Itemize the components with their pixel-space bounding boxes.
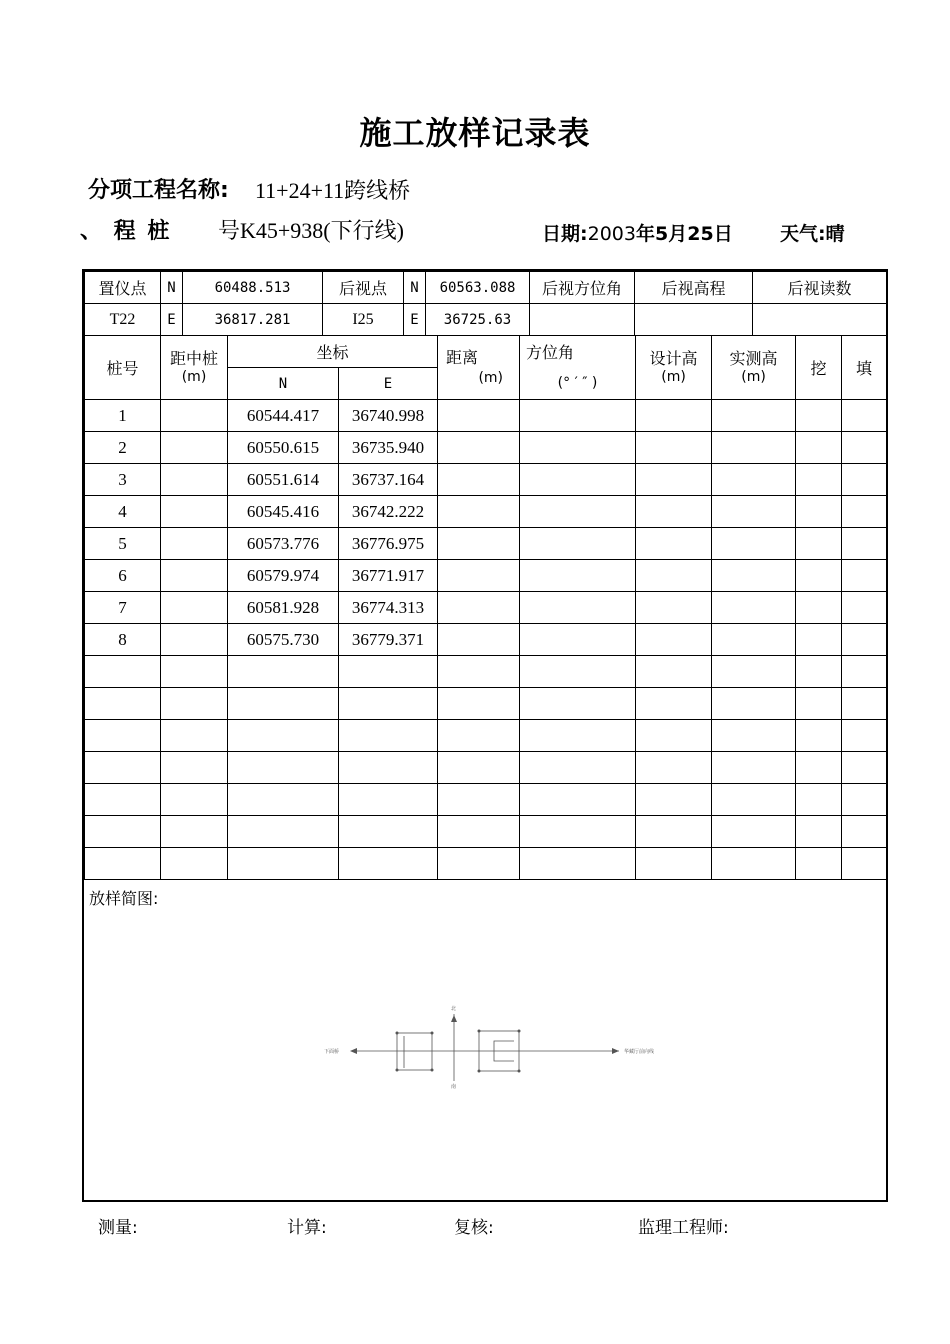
cell-pile-no bbox=[85, 656, 161, 688]
page-title: 施工放样记录表 bbox=[359, 115, 591, 151]
cell-n bbox=[228, 720, 339, 752]
setup-table bbox=[84, 271, 887, 336]
sketch-left-label: 下面桥 bbox=[324, 1049, 340, 1055]
col-pile-no: 桩号 bbox=[85, 336, 161, 400]
cell-distance bbox=[438, 528, 520, 560]
cell-n bbox=[228, 848, 339, 880]
cell-e: 36771.917 bbox=[339, 560, 438, 592]
cell-cut bbox=[796, 464, 842, 496]
table-row bbox=[85, 848, 887, 880]
cell-n: 60544.417 bbox=[228, 400, 339, 432]
cell-dist-center bbox=[161, 784, 228, 816]
cell-pile-no: 6 bbox=[85, 560, 161, 592]
cell-design-elev bbox=[636, 560, 712, 592]
cell-dist-center bbox=[161, 528, 228, 560]
stake-point-1 bbox=[396, 1032, 399, 1035]
cell-design-elev bbox=[636, 432, 712, 464]
cell-measured-elev bbox=[712, 720, 796, 752]
cell-fill bbox=[842, 560, 887, 592]
sketch-label: 放样简图: bbox=[89, 889, 159, 908]
cell-pile-no: 5 bbox=[85, 528, 161, 560]
cell-dist-center bbox=[161, 656, 228, 688]
left-pier-outline bbox=[397, 1033, 432, 1070]
cell-measured-elev bbox=[712, 688, 796, 720]
footer-survey: 测量: bbox=[98, 1218, 138, 1238]
cell-dist-center bbox=[161, 560, 228, 592]
cell-pile-no bbox=[85, 752, 161, 784]
cell-e: 36779.371 bbox=[339, 624, 438, 656]
date-year-suffix: 年 bbox=[635, 223, 655, 245]
cell-n: 60581.928 bbox=[228, 592, 339, 624]
weather-field bbox=[780, 219, 845, 246]
cell-e: 36776.975 bbox=[339, 528, 438, 560]
backsight-reading-label: 后视读数 bbox=[753, 272, 887, 304]
cell-azimuth bbox=[520, 528, 636, 560]
cell-azimuth bbox=[520, 592, 636, 624]
table-row bbox=[85, 720, 887, 752]
cell-e bbox=[339, 816, 438, 848]
backsight-value: I25 bbox=[323, 304, 404, 336]
cell-pile-no: 3 bbox=[85, 464, 161, 496]
cell-design-elev bbox=[636, 496, 712, 528]
azimuth-text: 方位角 bbox=[526, 342, 575, 362]
cell-e bbox=[339, 784, 438, 816]
cell-design-elev bbox=[636, 400, 712, 432]
cell-dist-center bbox=[161, 400, 228, 432]
cell-distance bbox=[438, 624, 520, 656]
backsight-e-value: 36725.63 bbox=[426, 304, 530, 336]
cell-design-elev bbox=[636, 720, 712, 752]
cell-fill bbox=[842, 848, 887, 880]
station-label: 置仪点 bbox=[85, 272, 161, 304]
stake-point-5 bbox=[478, 1030, 481, 1033]
col-azimuth bbox=[520, 336, 636, 400]
cell-azimuth bbox=[520, 560, 636, 592]
backsight-elev-value bbox=[635, 304, 753, 336]
cell-azimuth bbox=[520, 688, 636, 720]
table-row bbox=[85, 592, 887, 624]
cell-dist-center bbox=[161, 688, 228, 720]
cell-design-elev bbox=[636, 816, 712, 848]
table-row bbox=[85, 464, 887, 496]
stake-point-3 bbox=[431, 1069, 434, 1072]
design-elev-unit: (m) bbox=[661, 368, 686, 385]
cell-cut bbox=[796, 432, 842, 464]
cell-design-elev bbox=[636, 528, 712, 560]
col-design-elev bbox=[636, 336, 712, 400]
date-day-suffix: 日 bbox=[713, 223, 733, 245]
cell-fill bbox=[842, 528, 887, 560]
station-e-value: 36817.281 bbox=[183, 304, 323, 336]
stakeout-table bbox=[84, 335, 887, 880]
cell-design-elev bbox=[636, 592, 712, 624]
col-coord: 坐标 bbox=[228, 336, 438, 368]
table-row bbox=[85, 816, 887, 848]
cell-design-elev bbox=[636, 656, 712, 688]
cell-azimuth bbox=[520, 432, 636, 464]
cell-pile-no: 8 bbox=[85, 624, 161, 656]
cell-e bbox=[339, 688, 438, 720]
cell-n bbox=[228, 752, 339, 784]
footer-calc: 计算: bbox=[287, 1218, 327, 1238]
cell-measured-elev bbox=[712, 496, 796, 528]
col-cut: 挖 bbox=[796, 336, 842, 400]
cell-e: 36774.313 bbox=[339, 592, 438, 624]
col-distance bbox=[438, 336, 520, 400]
dist-center-text: 距中桩 bbox=[169, 348, 218, 368]
weather-label: 天气: bbox=[780, 223, 826, 245]
cell-e: 36740.998 bbox=[339, 400, 438, 432]
cell-distance bbox=[438, 496, 520, 528]
cell-azimuth bbox=[520, 656, 636, 688]
stake-point-8 bbox=[478, 1070, 481, 1073]
backsight-azimuth-value bbox=[530, 304, 635, 336]
cell-n bbox=[228, 656, 339, 688]
weather-value: 晴 bbox=[825, 223, 845, 245]
cell-measured-elev bbox=[712, 816, 796, 848]
cell-fill bbox=[842, 816, 887, 848]
cell-pile-no bbox=[85, 848, 161, 880]
measured-elev-unit: (m) bbox=[741, 368, 766, 385]
cell-n: 60545.416 bbox=[228, 496, 339, 528]
cell-pile-no bbox=[85, 688, 161, 720]
cell-design-elev bbox=[636, 464, 712, 496]
cell-fill bbox=[842, 496, 887, 528]
cell-n: 60575.730 bbox=[228, 624, 339, 656]
dist-center-unit: (m) bbox=[181, 368, 207, 385]
cell-cut bbox=[796, 848, 842, 880]
cell-pile-no: 7 bbox=[85, 592, 161, 624]
cell-measured-elev bbox=[712, 784, 796, 816]
date-field bbox=[542, 219, 733, 246]
col-dist-center bbox=[161, 336, 228, 400]
cell-fill bbox=[842, 432, 887, 464]
cell-cut bbox=[796, 720, 842, 752]
cell-e: 36742.222 bbox=[339, 496, 438, 528]
station-e-label: E bbox=[161, 304, 183, 336]
cell-e bbox=[339, 720, 438, 752]
cell-measured-elev bbox=[712, 432, 796, 464]
backsight-label: 后视点 bbox=[323, 272, 404, 304]
cell-measured-elev bbox=[712, 752, 796, 784]
cell-pile-no bbox=[85, 720, 161, 752]
cell-design-elev bbox=[636, 752, 712, 784]
cell-fill bbox=[842, 400, 887, 432]
sketch-right-label: 华藏厅前向线 bbox=[624, 1049, 655, 1055]
cell-n: 60579.974 bbox=[228, 560, 339, 592]
backsight-elev-label: 后视高程 bbox=[635, 272, 753, 304]
cell-pile-no: 1 bbox=[85, 400, 161, 432]
table-row bbox=[85, 688, 887, 720]
stake-point-4 bbox=[396, 1069, 399, 1072]
cell-measured-elev bbox=[712, 528, 796, 560]
pile-value: 号K45+938(下行线) bbox=[218, 218, 404, 243]
cell-measured-elev bbox=[712, 560, 796, 592]
date-label: 日期: bbox=[542, 223, 588, 245]
table-row bbox=[85, 400, 887, 432]
cell-azimuth bbox=[520, 752, 636, 784]
cell-measured-elev bbox=[712, 592, 796, 624]
cell-distance bbox=[438, 784, 520, 816]
cell-cut bbox=[796, 496, 842, 528]
design-elev-text: 设计高 bbox=[649, 348, 698, 368]
date-day: 25 bbox=[687, 223, 714, 245]
cell-measured-elev bbox=[712, 400, 796, 432]
cell-cut bbox=[796, 656, 842, 688]
cell-n bbox=[228, 816, 339, 848]
cell-pile-no: 4 bbox=[85, 496, 161, 528]
right-arrow-icon bbox=[612, 1048, 619, 1054]
cell-fill bbox=[842, 592, 887, 624]
col-measured-elev bbox=[712, 336, 796, 400]
cell-distance bbox=[438, 400, 520, 432]
cell-e: 36735.940 bbox=[339, 432, 438, 464]
cell-azimuth bbox=[520, 720, 636, 752]
cell-e bbox=[339, 848, 438, 880]
cell-dist-center bbox=[161, 432, 228, 464]
table-row bbox=[85, 752, 887, 784]
cell-cut bbox=[796, 816, 842, 848]
cell-measured-elev bbox=[712, 848, 796, 880]
cell-design-elev bbox=[636, 784, 712, 816]
cell-dist-center bbox=[161, 816, 228, 848]
project-name-value: 11+24+11跨线桥 bbox=[255, 178, 411, 203]
distance-text: 距离 bbox=[446, 347, 479, 367]
cell-dist-center bbox=[161, 624, 228, 656]
table-row bbox=[85, 784, 887, 816]
cell-n bbox=[228, 784, 339, 816]
table-row bbox=[85, 496, 887, 528]
cell-cut bbox=[796, 592, 842, 624]
table-row bbox=[85, 528, 887, 560]
distance-unit: (m) bbox=[478, 369, 504, 386]
cell-distance bbox=[438, 816, 520, 848]
cell-cut bbox=[796, 560, 842, 592]
cell-n: 60550.615 bbox=[228, 432, 339, 464]
cell-pile-no bbox=[85, 816, 161, 848]
cell-dist-center bbox=[161, 496, 228, 528]
record-sheet bbox=[82, 269, 888, 1202]
backsight-e-label: E bbox=[404, 304, 426, 336]
cell-distance bbox=[438, 752, 520, 784]
cell-fill bbox=[842, 720, 887, 752]
cell-e bbox=[339, 752, 438, 784]
cell-dist-center bbox=[161, 464, 228, 496]
north-arrow-icon bbox=[451, 1015, 457, 1022]
cell-design-elev bbox=[636, 624, 712, 656]
backsight-n-label: N bbox=[404, 272, 426, 304]
stake-point-2 bbox=[431, 1032, 434, 1035]
cell-measured-elev bbox=[712, 656, 796, 688]
cell-measured-elev bbox=[712, 624, 796, 656]
cell-distance bbox=[438, 720, 520, 752]
cell-dist-center bbox=[161, 752, 228, 784]
measured-elev-text: 实测高 bbox=[729, 348, 778, 368]
cell-cut bbox=[796, 528, 842, 560]
cell-fill bbox=[842, 464, 887, 496]
cell-fill bbox=[842, 688, 887, 720]
cell-cut bbox=[796, 784, 842, 816]
cell-distance bbox=[438, 688, 520, 720]
cell-measured-elev bbox=[712, 464, 796, 496]
sketch-south-label: 南 bbox=[451, 1084, 457, 1090]
stakeout-sketch bbox=[324, 996, 655, 1090]
cell-e bbox=[339, 656, 438, 688]
date-month-suffix: 月 bbox=[668, 223, 688, 245]
cell-fill bbox=[842, 752, 887, 784]
cell-azimuth bbox=[520, 400, 636, 432]
azimuth-unit: (° ′ ″ ) bbox=[557, 374, 598, 391]
footer-supervisor: 监理工程师: bbox=[638, 1218, 729, 1238]
cell-cut bbox=[796, 688, 842, 720]
station-n-label: N bbox=[161, 272, 183, 304]
backsight-azimuth-label: 后视方位角 bbox=[530, 272, 635, 304]
project-name-label: 分项工程名称: bbox=[88, 178, 229, 203]
cell-pile-no bbox=[85, 784, 161, 816]
cell-fill bbox=[842, 784, 887, 816]
cell-distance bbox=[438, 432, 520, 464]
cell-distance bbox=[438, 848, 520, 880]
date-year: 2003 bbox=[587, 223, 636, 245]
stake-point-7 bbox=[518, 1070, 521, 1073]
cell-distance bbox=[438, 464, 520, 496]
station-n-value: 60488.513 bbox=[183, 272, 323, 304]
col-n: N bbox=[228, 368, 339, 400]
table-row bbox=[85, 656, 887, 688]
station-value: T22 bbox=[85, 304, 161, 336]
cell-design-elev bbox=[636, 848, 712, 880]
table-row bbox=[85, 560, 887, 592]
cell-azimuth bbox=[520, 464, 636, 496]
cell-fill bbox=[842, 656, 887, 688]
cell-cut bbox=[796, 400, 842, 432]
cell-dist-center bbox=[161, 720, 228, 752]
stake-point-6 bbox=[518, 1030, 521, 1033]
cell-distance bbox=[438, 560, 520, 592]
cell-azimuth bbox=[520, 848, 636, 880]
left-arrow-icon bbox=[350, 1048, 357, 1054]
cell-design-elev bbox=[636, 688, 712, 720]
cell-pile-no: 2 bbox=[85, 432, 161, 464]
cell-azimuth bbox=[520, 624, 636, 656]
cell-cut bbox=[796, 624, 842, 656]
cell-n: 60573.776 bbox=[228, 528, 339, 560]
cell-azimuth bbox=[520, 784, 636, 816]
table-row bbox=[85, 624, 887, 656]
cell-fill bbox=[842, 624, 887, 656]
cell-azimuth bbox=[520, 816, 636, 848]
cell-dist-center bbox=[161, 592, 228, 624]
table-row bbox=[85, 432, 887, 464]
cell-azimuth bbox=[520, 496, 636, 528]
cell-distance bbox=[438, 592, 520, 624]
cell-n: 60551.614 bbox=[228, 464, 339, 496]
footer-review: 复核: bbox=[454, 1218, 494, 1238]
cell-cut bbox=[796, 752, 842, 784]
col-fill: 填 bbox=[842, 336, 887, 400]
date-month: 5 bbox=[654, 223, 669, 245]
col-e: E bbox=[339, 368, 438, 400]
sketch-north-label: 北 bbox=[451, 1006, 457, 1012]
cell-n bbox=[228, 688, 339, 720]
backsight-reading-value bbox=[753, 304, 887, 336]
cell-distance bbox=[438, 656, 520, 688]
cell-dist-center bbox=[161, 848, 228, 880]
backsight-n-value: 60563.088 bbox=[426, 272, 530, 304]
cell-e: 36737.164 bbox=[339, 464, 438, 496]
pile-label: 、 程 桩 bbox=[80, 219, 172, 244]
